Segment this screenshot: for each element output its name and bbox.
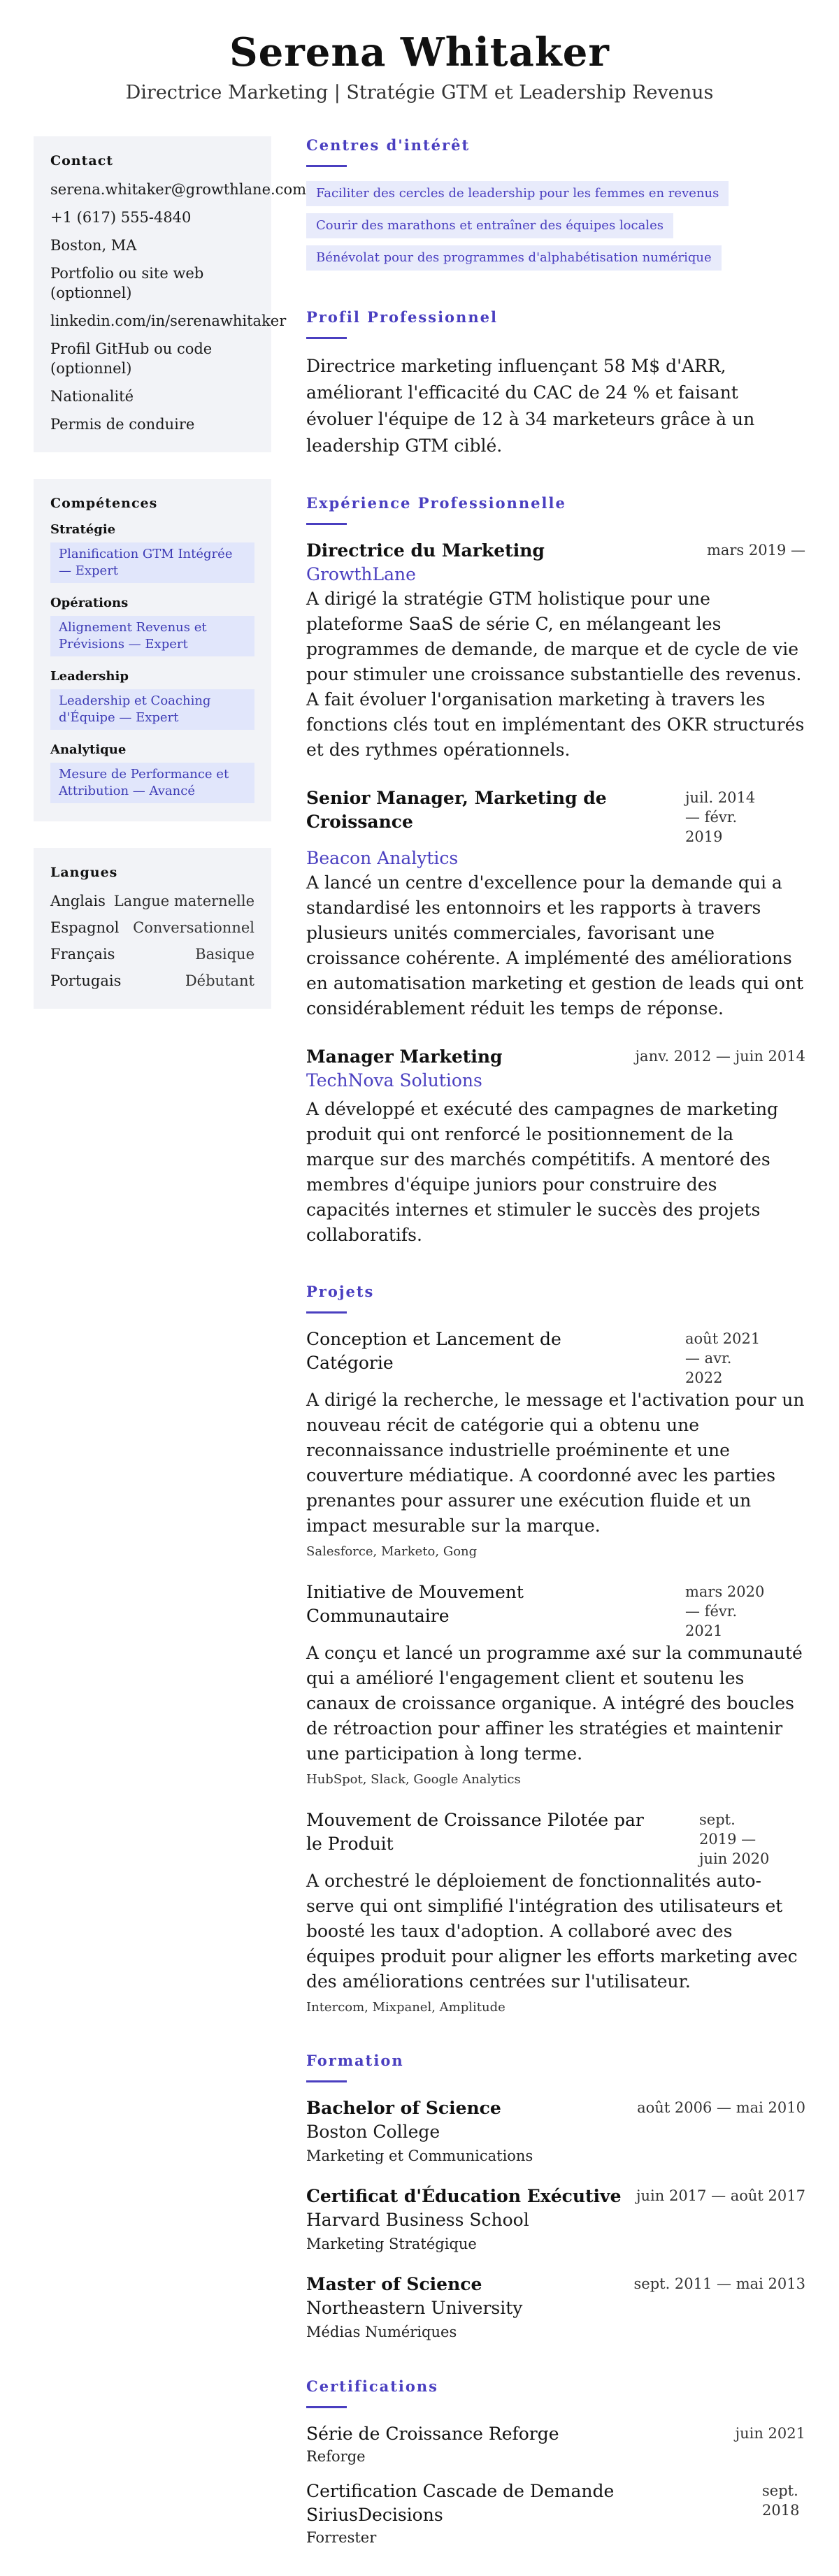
section-title: Projets	[306, 1283, 375, 1300]
interest-tag: Bénévolat pour des programmes d'alphabétisation numérique	[306, 245, 722, 271]
education-section	[306, 2052, 805, 2343]
company-name: GrowthLane	[306, 564, 416, 584]
contact-license: Permis de conduire	[50, 416, 195, 433]
skill-category: Stratégie	[50, 522, 116, 537]
contact-card	[34, 136, 307, 452]
interest-tag: Courir des marathons et entraîner des équipes locales	[306, 213, 673, 238]
certification-issuer: Forrester	[306, 2529, 377, 2546]
certification-issuer: Reforge	[306, 2448, 366, 2465]
project-name: Initiative de Mouvement Communautaire	[306, 1582, 524, 1626]
project-name: Mouvement de Croissance Pilotée par le Produit	[306, 1810, 644, 1854]
contact-title: Contact	[50, 153, 114, 168]
section-divider	[306, 165, 347, 167]
resume-body	[0, 136, 839, 2548]
section-divider	[306, 523, 347, 525]
experience-entry	[306, 1045, 805, 1248]
language-name: Espagnol	[50, 919, 120, 936]
project-tools: Intercom, Mixpanel, Amplitude	[306, 2000, 505, 2015]
skill-category: Leadership	[50, 669, 129, 684]
section-divider	[306, 2080, 347, 2082]
contact-linkedin[interactable]: linkedin.com/in/serenawhitaker	[50, 312, 287, 329]
section-title: Formation	[306, 2052, 404, 2069]
job-title: Senior Manager, Marketing de Croissance	[306, 788, 607, 832]
skill-item: Mesure de Performance et Attribution — Avancé	[50, 763, 254, 803]
degree-name: Certificat d'Éducation Exécutive	[306, 2186, 622, 2206]
contact-location: Boston, MA	[50, 237, 137, 254]
sidebar	[34, 136, 307, 2548]
project-description: A dirigé la recherche, le message et l'activation pour un nouveau récit de catégorie qui a obtenu une reconnaissance industrielle proéminente et une couverture médiatique. A coordonné avec les parties prenantes pour assurer une exécution fluide et un impact mesurable sur la marque.	[306, 1390, 805, 1536]
job-title: Directrice du Marketing	[306, 540, 545, 561]
language-name: Portugais	[50, 972, 122, 989]
certification-entry	[306, 2422, 805, 2467]
degree-name: Bachelor of Science	[306, 2098, 501, 2118]
language-level: Langue maternelle	[113, 893, 254, 909]
contact-phone[interactable]: +1 (617) 555-4840	[50, 209, 192, 226]
section-title: Certifications	[306, 2377, 438, 2395]
project-tools: Salesforce, Marketo, Gong	[306, 1544, 478, 1559]
main-column	[306, 136, 805, 2548]
education-entry	[306, 2096, 805, 2166]
profile-section	[306, 308, 805, 459]
field-of-study: Marketing et Communications	[306, 2147, 533, 2164]
school-name: Harvard Business School	[306, 2210, 529, 2230]
resume-header	[0, 0, 839, 136]
project-dates: août 2021 — avr. 2022	[685, 1330, 761, 1386]
project-tools: HubSpot, Slack, Google Analytics	[306, 1772, 521, 1787]
company-name: TechNova Solutions	[306, 1070, 482, 1091]
school-name: Boston College	[306, 2122, 440, 2142]
skill-category: Analytique	[50, 742, 127, 757]
skills-card	[34, 479, 271, 821]
section-title: Expérience Professionnelle	[306, 494, 566, 512]
skill-category: Opérations	[50, 596, 129, 610]
language-name: Français	[50, 946, 115, 963]
job-dates: juil. 2014 — févr. 2019	[685, 789, 756, 845]
profile-summary: Directrice marketing influençant 58 M$ d'ARR, améliorant l'efficacité du CAC de 24 % et faisant évoluer l'équipe de 12 à 34 marketeurs grâce à un leadership GTM ciblé.	[306, 356, 755, 456]
skill-item: Planification GTM Intégrée — Expert	[50, 542, 254, 583]
certification-entry	[306, 2480, 805, 2548]
skill-item: Alignement Revenus et Prévisions — Expert	[50, 616, 254, 656]
certification-name: Série de Croissance Reforge	[306, 2424, 559, 2444]
field-of-study: Médias Numériques	[306, 2324, 457, 2340]
candidate-name: Serena Whitaker	[229, 29, 610, 75]
contact-nationality: Nationalité	[50, 388, 134, 405]
certification-date: sept. 2018	[762, 2482, 800, 2519]
education-dates: juin 2017 — août 2017	[636, 2187, 805, 2204]
contact-email[interactable]: serena.whitaker@growthlane.com	[50, 181, 307, 198]
interest-tag: Faciliter des cercles de leadership pour les femmes en revenus	[306, 181, 729, 206]
projects-section	[306, 1283, 805, 2017]
project-entry	[306, 1327, 805, 1561]
interests-section	[306, 136, 805, 278]
job-description: A dirigé la stratégie GTM holistique pour une plateforme SaaS de série C, en mélangeant les programmes de demande, de marque et de cycle de vie pour stimuler une croissance substantielle des revenus. A fait évoluer l'organisation marketing à travers les fonctions clés tout en implémentant des OKR structurés et des rythmes opérationnels.	[306, 589, 805, 760]
section-title: Profil Professionnel	[306, 308, 498, 326]
language-row	[50, 891, 254, 911]
candidate-headline: Directrice Marketing | Stratégie GTM et Leadership Revenus	[125, 82, 714, 103]
project-description: A orchestré le déploiement de fonctionnalités auto-serve qui ont simplifié l'intégration des utilisateurs et boosté les taux d'adoption. A collaboré avec des équipes produit pour aligner les efforts marketing avec des améliorations centrées sur l'utilisateur.	[306, 1871, 798, 1992]
section-divider	[306, 337, 347, 339]
school-name: Northeastern University	[306, 2298, 523, 2318]
experience-entry	[306, 786, 805, 1021]
experience-section	[306, 494, 805, 1248]
skills-title: Compétences	[50, 496, 158, 511]
language-row	[50, 918, 254, 937]
skill-item: Leadership et Coaching d'Équipe — Expert	[50, 689, 254, 730]
project-entry	[306, 1808, 805, 2017]
experience-entry	[306, 539, 805, 763]
education-entry	[306, 2185, 805, 2254]
section-title: Centres d'intérêt	[306, 136, 471, 154]
language-name: Anglais	[50, 893, 106, 909]
job-description: A développé et exécuté des campagnes de marketing produit qui ont renforcé le positionnement de la marque sur des marchés compétitifs. A mentoré des membres d'équipe juniors pour construire des capacités internes et stimuler le succès des projets collaboratifs.	[306, 1099, 779, 1245]
project-name: Conception et Lancement de Catégorie	[306, 1329, 561, 1373]
company-name: Beacon Analytics	[306, 848, 459, 868]
education-dates: sept. 2011 — mai 2013	[633, 2275, 805, 2292]
degree-name: Master of Science	[306, 2274, 482, 2294]
section-divider	[306, 2406, 347, 2408]
job-dates: janv. 2012 — juin 2014	[635, 1048, 805, 1065]
job-description: A lancé un centre d'excellence pour la demande qui a standardisé les entonnoirs et les rapports à travers plusieurs unités commerciales, favorisant une croissance cohérente. A implémenté des améliorations en automatisation marketing et gestion de leads qui ont considérablement réduit les temps de réponse.	[306, 872, 804, 1019]
certification-name: Certification Cascade de Demande SiriusDecisions	[306, 2481, 615, 2525]
contact-portfolio: Portfolio ou site web (optionnel)	[50, 265, 204, 301]
language-row	[50, 971, 254, 991]
field-of-study: Marketing Stratégique	[306, 2236, 477, 2252]
education-entry	[306, 2273, 805, 2343]
certifications-section	[306, 2377, 805, 2548]
language-level: Basique	[195, 946, 254, 963]
languages-title: Langues	[50, 865, 118, 880]
project-description: A conçu et lancé un programme axé sur la communauté qui a amélioré l'engagement client et soutenu les canaux de croissance organique. A intégré des boucles de rétroaction pour affiner les stratégies et maintenir une participation à long terme.	[306, 1643, 803, 1764]
contact-github: Profil GitHub ou code (optionnel)	[50, 340, 213, 377]
project-dates: sept. 2019 — juin 2020	[699, 1811, 770, 1867]
language-level: Conversationnel	[133, 919, 254, 936]
job-title: Manager Marketing	[306, 1046, 503, 1067]
project-entry	[306, 1581, 805, 1789]
language-level: Débutant	[185, 972, 254, 989]
job-dates: mars 2019 —	[706, 542, 805, 559]
project-dates: mars 2020 — févr. 2021	[685, 1583, 765, 1639]
certification-date: juin 2021	[735, 2425, 805, 2442]
languages-card	[34, 848, 271, 1009]
education-dates: août 2006 — mai 2010	[637, 2099, 805, 2116]
section-divider	[306, 1311, 347, 1314]
language-row	[50, 944, 254, 964]
